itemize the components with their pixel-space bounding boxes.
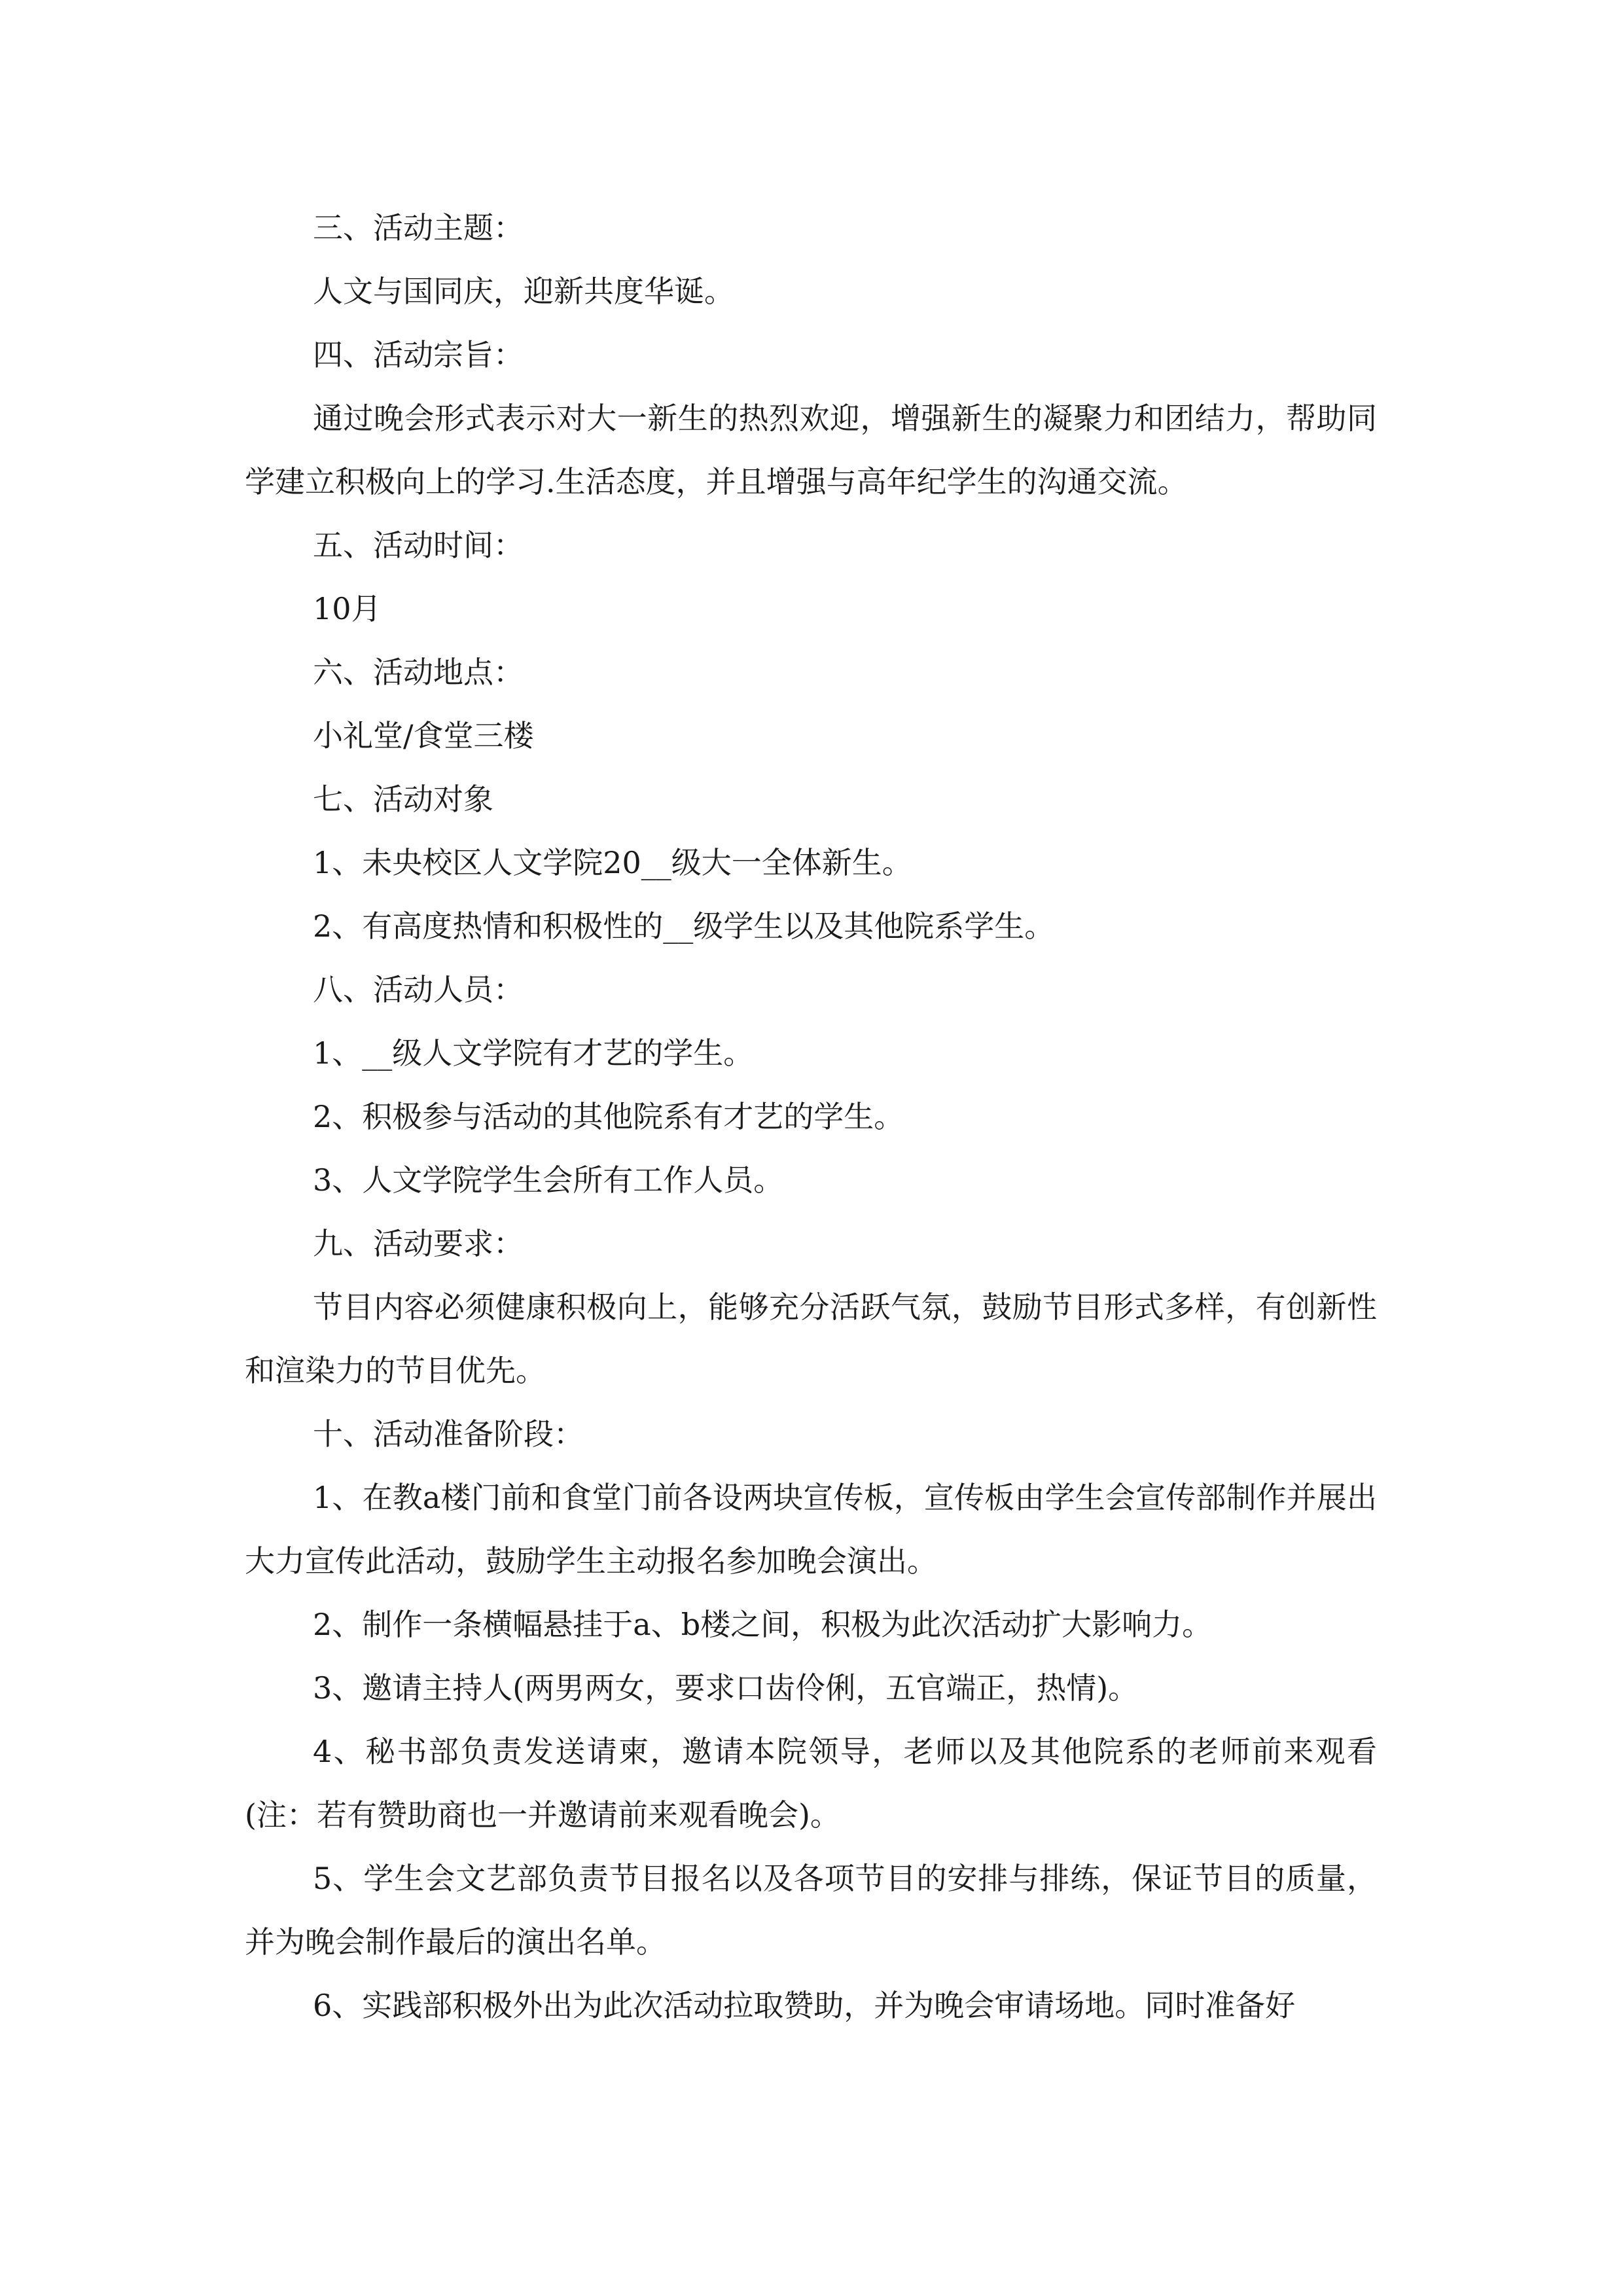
list-item-staff-3: 3、人文学院学生会所有工作人员。	[313, 1162, 784, 1198]
list-item-staff-1: 1、__级人文学院有才艺的学生。	[313, 1035, 754, 1071]
list-item-preparation-3: 3、邀请主持人(两男两女，要求口齿伶俐，五官端正，热情)。	[313, 1670, 1139, 1706]
heading-activity-time: 五、活动时间：	[313, 528, 524, 563]
heading-activity-location: 六、活动地点：	[313, 655, 524, 690]
heading-activity-audience: 七、活动对象	[313, 781, 493, 817]
heading-activity-requirements: 九、活动要求：	[313, 1226, 524, 1261]
list-item-preparation-2: 2、制作一条横幅悬挂于a、b楼之间，积极为此次活动扩大影响力。	[313, 1607, 1213, 1642]
paragraph-theme-text: 人文与国同庆，迎新共度华诞。	[313, 274, 734, 309]
paragraph-requirements-text: 节目内容必须健康积极向上，能够充分活跃气氛，鼓励节目形式多样，有创新性和渲染力的节目优先。	[245, 1289, 1377, 1388]
list-item-preparation-5: 5、学生会文艺部负责节目报名以及各项节目的安排与排练，保证节目的质量，并为晚会制作最后的演出名单。	[245, 1861, 1377, 1960]
document-body	[245, 196, 1377, 2037]
heading-activity-staff: 八、活动人员：	[313, 972, 524, 1007]
heading-preparation-stage: 十、活动准备阶段：	[313, 1416, 584, 1452]
list-item-preparation-6: 6、实践部积极外出为此次活动拉取赞助，并为晚会审请场地。同时准备好	[313, 1988, 1296, 2023]
list-item-preparation-1: 1、在教a楼门前和食堂门前各设两块宣传板，宣传板由学生会宣传部制作并展出大力宣传此活动，鼓励学生主动报名参加晚会演出。	[245, 1480, 1377, 1579]
list-item-staff-2: 2、积极参与活动的其他院系有才艺的学生。	[313, 1099, 904, 1134]
paragraph-time-text: 10月	[313, 591, 382, 626]
heading-activity-theme: 三、活动主题：	[313, 210, 524, 245]
paragraph-purpose-text: 通过晚会形式表示对大一新生的热烈欢迎，增强新生的凝聚力和团结力，帮助同学建立积极向上的学习.生活态度，并且增强与高年纪学生的沟通交流。	[245, 401, 1377, 499]
list-item-audience-2: 2、有高度热情和积极性的__级学生以及其他院系学生。	[313, 908, 1055, 944]
paragraph-location-text: 小礼堂/食堂三楼	[313, 718, 534, 753]
list-item-audience-1: 1、未央校区人文学院20__级大一全体新生。	[313, 845, 912, 880]
list-item-preparation-4: 4、秘书部负责发送请柬，邀请本院领导，老师以及其他院系的老师前来观看(注：若有赞助商也一并邀请前来观看晚会)。	[245, 1734, 1377, 1833]
heading-activity-purpose: 四、活动宗旨：	[313, 337, 524, 372]
